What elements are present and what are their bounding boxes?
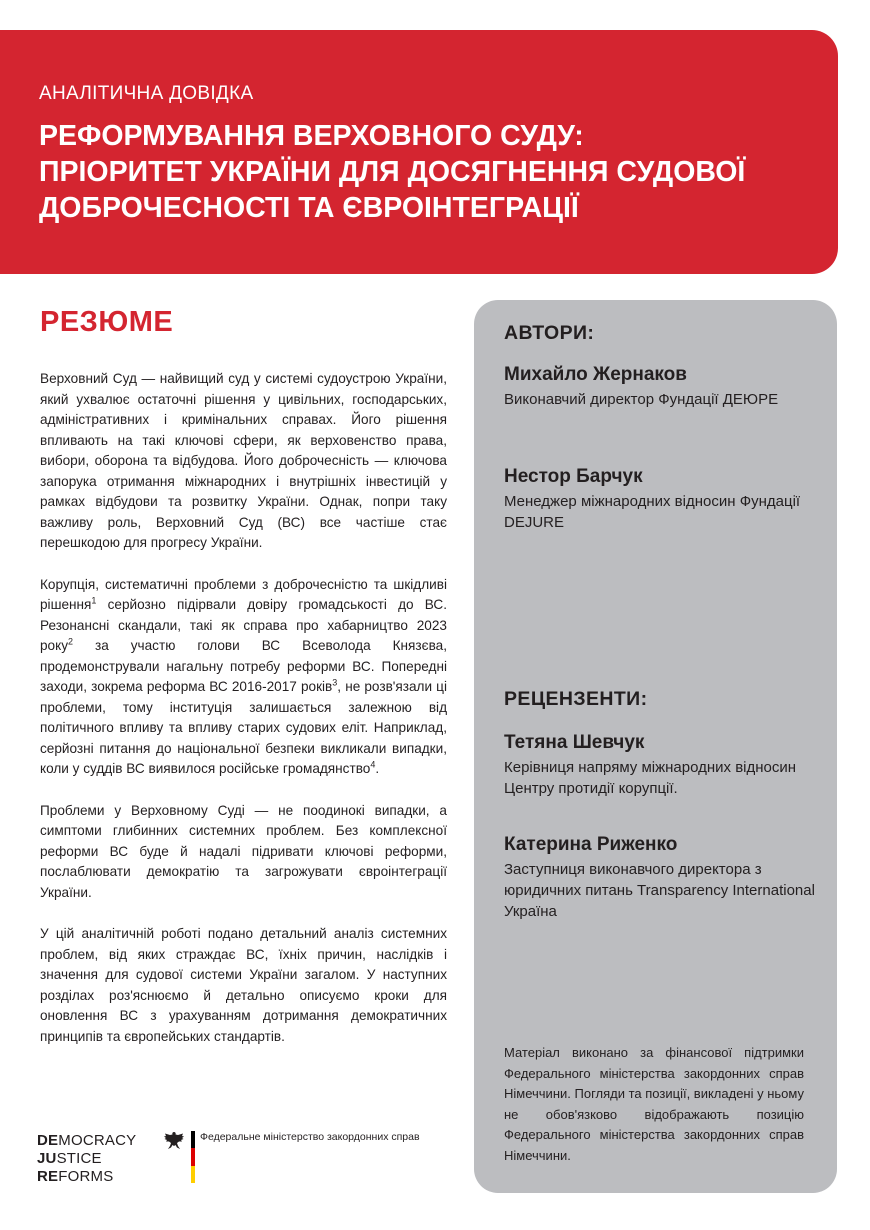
document-type-label: АНАЛІТИЧНА ДОВІДКА bbox=[39, 83, 254, 104]
author-entry bbox=[504, 465, 824, 533]
text-run: за участю голови ВС Всеволода Князєва, продемонстрували нагальну потребу реформи ВС. Попередні заходи, зокрема реформа ВС 2016-2017 років bbox=[40, 638, 447, 694]
summary-paragraph: Проблеми у Верховному Суді — не поодинокі випадки, а симптоми глибинних системних проблем. Без комплексної реформи ВС буде й надалі підривати ключові реформи, послаблювати демократію та загрожувати євроінтеграції України. bbox=[40, 802, 447, 900]
logo-line bbox=[37, 1168, 136, 1186]
title-line: ДОБРОЧЕСНОСТІ ТА ЄВРОІНТЕГРАЦІЇ bbox=[39, 192, 579, 224]
reviewers-heading: РЕЦЕНЗЕНТИ: bbox=[504, 688, 648, 710]
reviewer-entry bbox=[504, 731, 824, 799]
title-line: РЕФОРМУВАННЯ ВЕРХОВНОГО СУДУ: bbox=[39, 120, 584, 152]
logo-rest: FORMS bbox=[58, 1168, 114, 1185]
ministry-name: Федеральне міністерство закордонних справ bbox=[200, 1131, 420, 1143]
text-run: , не розв'язали ці проблеми, тому інституція залишається залежною від політичного впливу та впливу старих судових еліт. Наприклад, серйозні питання до національної безпеки викликали випадки, коли у суддів ВС виявилося російське громадянство bbox=[40, 679, 447, 776]
reviewer-entry bbox=[504, 833, 824, 922]
summary-heading: РЕЗЮМЕ bbox=[40, 306, 174, 338]
author-role: Виконавчий директор Фундації ДЕЮРЕ bbox=[504, 391, 779, 408]
author-entry bbox=[504, 363, 824, 410]
text-run: серйозно підірвали довіру громадськості до ВС. Резонансні скандали, такі як справа про хабарництво 2023 року bbox=[40, 597, 447, 653]
reviewer-role: Керівниця напряму міжнародних відносин Центру протидії корупції. bbox=[504, 759, 797, 797]
reviewer-name: Катерина Риженко bbox=[504, 834, 678, 855]
reviewer-name: Тетяна Шевчук bbox=[504, 732, 645, 753]
authors-heading: АВТОРИ: bbox=[504, 322, 595, 344]
flag-stripe bbox=[191, 1131, 195, 1148]
header-banner bbox=[0, 30, 838, 274]
summary-paragraph: Верховний Суд — найвищий суд у системі судоустрою України, який ухвалює остаточні рішення у цивільних, господарських, адміністративних і кримінальних справах. Його рішення впливають на такі ключові сфери, як верховенство права, вибори, оборона та відбудова. Його доброчесність — ключова запорука отримання міжнародних і внутрішніх інвестицій у рамках відбудови та розвитку України. Однак, попри таку важливу роль, Верховний Суд (ВС) все частіше стає перешкодою для прогресу України. bbox=[40, 371, 447, 550]
text-run: . bbox=[375, 761, 380, 776]
summary-body bbox=[40, 369, 447, 1068]
footnote-ref[interactable]: 3 bbox=[332, 677, 338, 688]
funding-disclaimer: Матеріал виконано за фінансової підтримки Федерального міністерства закордонних справ Німеччини. Погляди та позиції, викладені у ньому не обов'язково відображають позицію Федерального міністерства закордонних справ Німеччини. bbox=[504, 1045, 804, 1163]
footnote-ref[interactable]: 1 bbox=[91, 595, 97, 606]
document-title bbox=[39, 118, 819, 226]
logo-bold: RE bbox=[37, 1168, 59, 1185]
summary-paragraph bbox=[40, 575, 447, 780]
text-run: Корупція, систематичні проблеми з доброчесністю та шкідливі рішення bbox=[40, 576, 447, 612]
author-name: Нестор Барчук bbox=[504, 466, 643, 487]
title-line: ПРІОРИТЕТ УКРАЇНИ ДЛЯ ДОСЯГНЕННЯ СУДОВОЇ bbox=[39, 156, 746, 188]
author-role: Менеджер міжнародних відносин Фундації DEJURE bbox=[504, 493, 801, 531]
logo-rest: STICE bbox=[56, 1150, 102, 1167]
summary-paragraph: У цій аналітичній роботі подано детальний аналіз системних проблем, від яких страждає ВС, їхніх причин, наслідків і значення для судової системи України загалом. У наступних розділах роз'яснюємо й детально описуємо кроки для оновлення ВС з урахуванням дотримання демократичних принципів та європейських стандартів. bbox=[40, 926, 447, 1044]
djr-logo bbox=[37, 1132, 136, 1186]
german-flag-bar bbox=[191, 1131, 195, 1183]
flag-stripe bbox=[191, 1166, 195, 1183]
footnote-ref[interactable]: 2 bbox=[68, 636, 74, 647]
author-name: Михайло Жернаков bbox=[504, 364, 687, 385]
footnote-ref[interactable]: 4 bbox=[370, 759, 376, 770]
flag-stripe bbox=[191, 1148, 195, 1165]
reviewer-role: Заступниця виконавчого директора з юридичних питань Transparency International Україна bbox=[504, 861, 815, 920]
federal-eagle-icon bbox=[163, 1131, 185, 1151]
logo-bold: DE bbox=[37, 1132, 59, 1149]
logo-bold: JU bbox=[37, 1150, 57, 1167]
logo-line bbox=[37, 1132, 136, 1150]
contributors-panel bbox=[474, 300, 837, 1193]
logo-line bbox=[37, 1150, 136, 1168]
logo-rest: MOCRACY bbox=[58, 1132, 137, 1149]
